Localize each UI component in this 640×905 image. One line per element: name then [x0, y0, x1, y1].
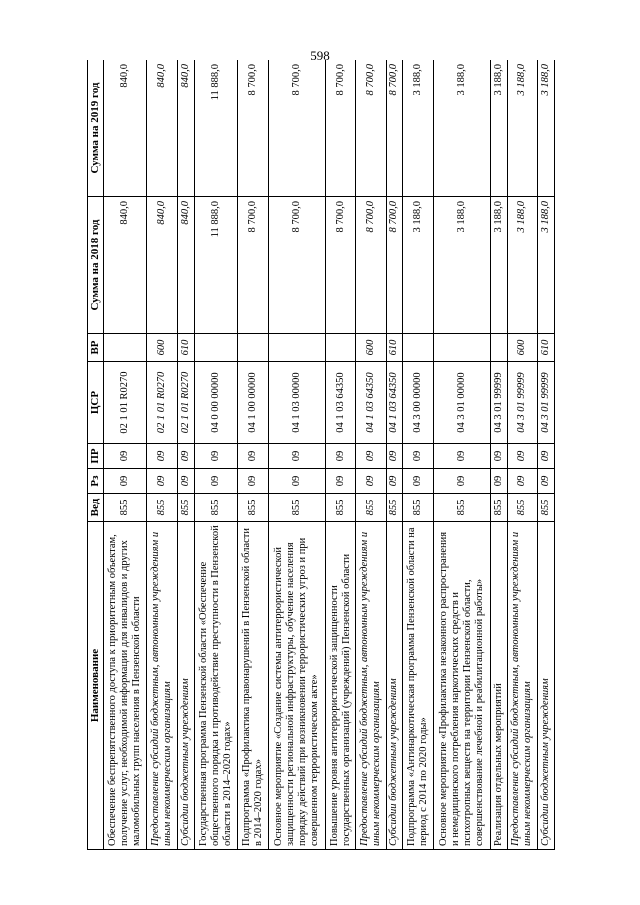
cell-csr: 02 1 01 R0270 — [103, 362, 147, 444]
cell-name: Субсидии бюджетным учреждениям — [177, 522, 194, 850]
cell-sum-2019: 11 888,0 — [194, 60, 238, 197]
header-name: Наименование — [88, 522, 104, 850]
cell-sum-2018: 3 188,0 — [507, 197, 537, 334]
table-row — [103, 60, 147, 850]
cell-rz: 09 — [386, 469, 403, 494]
rotated-table-content — [87, 60, 555, 850]
cell-sum-2019: 8 700,0 — [386, 60, 403, 197]
cell-pr: 09 — [238, 444, 268, 469]
cell-sum-2019: 8 700,0 — [238, 60, 268, 197]
cell-name: Подпрограмма «Профилактика правонарушений в Пензенской области в 2014–2020 годах» — [238, 522, 268, 850]
cell-ved: 855 — [194, 494, 238, 522]
cell-vr: 610 — [386, 334, 403, 362]
header-sum-2019: Сумма на 2019 год — [88, 60, 104, 197]
cell-vr — [238, 334, 268, 362]
cell-name: Подпрограмма «Антинаркотическая программа Пензенской области на период с 2014 по 2020 годы» — [403, 522, 433, 850]
table-row — [403, 60, 433, 850]
cell-sum-2018: 3 188,0 — [538, 197, 555, 334]
cell-vr: 600 — [507, 334, 537, 362]
cell-sum-2018: 3 188,0 — [490, 197, 507, 334]
cell-sum-2018: 8 700,0 — [386, 197, 403, 334]
table-row — [386, 60, 403, 850]
cell-vr — [194, 334, 238, 362]
cell-name: Реализация отдельных мероприятий — [490, 522, 507, 850]
cell-ved: 855 — [103, 494, 147, 522]
table-row — [490, 60, 507, 850]
cell-sum-2019: 3 188,0 — [490, 60, 507, 197]
cell-rz: 09 — [238, 469, 268, 494]
table-row — [268, 60, 325, 850]
cell-pr: 09 — [507, 444, 537, 469]
cell-csr: 04 3 01 99999 — [490, 362, 507, 444]
cell-vr: 600 — [356, 334, 386, 362]
cell-sum-2018: 8 700,0 — [356, 197, 386, 334]
cell-ved: 855 — [403, 494, 433, 522]
cell-rz: 09 — [433, 469, 490, 494]
cell-sum-2018: 3 188,0 — [403, 197, 433, 334]
cell-rz: 09 — [325, 469, 355, 494]
cell-ved: 855 — [356, 494, 386, 522]
header-csr: ЦСР — [88, 362, 104, 444]
cell-ved: 855 — [177, 494, 194, 522]
cell-name: Повышение уровня антитеррористической защищенности государственных организаций (учреждений) Пензенской области — [325, 522, 355, 850]
cell-ved: 855 — [238, 494, 268, 522]
rotated-table-frame — [87, 60, 555, 850]
cell-sum-2018: 3 188,0 — [433, 197, 490, 334]
cell-ved: 855 — [147, 494, 177, 522]
table-row — [325, 60, 355, 850]
cell-rz: 09 — [177, 469, 194, 494]
cell-vr — [103, 334, 147, 362]
table-row — [356, 60, 386, 850]
cell-name: Предоставление субсидий бюджетным, автономным учреждениям и иным некоммерческим организациям — [147, 522, 177, 850]
cell-csr: 04 1 00 00000 — [238, 362, 268, 444]
header-ved: Вед — [88, 494, 104, 522]
cell-rz: 09 — [507, 469, 537, 494]
cell-vr — [433, 334, 490, 362]
cell-csr: 04 1 03 64350 — [356, 362, 386, 444]
cell-vr: 610 — [177, 334, 194, 362]
cell-ved: 855 — [386, 494, 403, 522]
cell-pr: 09 — [103, 444, 147, 469]
cell-name: Обеспечение беспрепятственного доступа к приоритетным объектам, получение услуг, необходимой информации для инвалидов и других маломобильных групп населения в Пензенской области — [103, 522, 147, 850]
table-row — [507, 60, 537, 850]
cell-pr: 09 — [433, 444, 490, 469]
cell-csr: 04 3 01 99999 — [538, 362, 555, 444]
cell-vr: 600 — [147, 334, 177, 362]
cell-pr: 09 — [490, 444, 507, 469]
cell-csr: 02 1 01 R0270 — [147, 362, 177, 444]
cell-csr: 04 3 01 99999 — [507, 362, 537, 444]
budget-table — [87, 60, 555, 850]
cell-sum-2018: 11 888,0 — [194, 197, 238, 334]
cell-rz: 09 — [490, 469, 507, 494]
table-row — [194, 60, 238, 850]
cell-sum-2018: 8 700,0 — [268, 197, 325, 334]
cell-vr — [325, 334, 355, 362]
cell-name: Предоставление субсидий бюджетным, автономным учреждениям и иным некоммерческим организациям — [356, 522, 386, 850]
cell-sum-2018: 8 700,0 — [238, 197, 268, 334]
cell-rz: 09 — [268, 469, 325, 494]
cell-ved: 855 — [268, 494, 325, 522]
cell-sum-2019: 3 188,0 — [433, 60, 490, 197]
cell-csr: 04 0 00 00000 — [194, 362, 238, 444]
cell-pr: 09 — [177, 444, 194, 469]
cell-csr: 04 3 01 00000 — [433, 362, 490, 444]
cell-pr: 09 — [386, 444, 403, 469]
table-row — [238, 60, 268, 850]
cell-rz: 09 — [538, 469, 555, 494]
cell-rz: 09 — [403, 469, 433, 494]
cell-sum-2019: 8 700,0 — [268, 60, 325, 197]
cell-name: Предоставление субсидий бюджетным, автономным учреждениям и иным некоммерческим организациям — [507, 522, 537, 850]
cell-sum-2019: 840,0 — [147, 60, 177, 197]
cell-name: Основное мероприятие «Профилактика незаконного распространения и немедицинского потребления наркотических средств и психотропных веществ на территории Пензенской области, совершенствование лечебной и реабилитационной работы» — [433, 522, 490, 850]
table-body — [103, 60, 554, 850]
cell-vr — [268, 334, 325, 362]
cell-ved: 855 — [325, 494, 355, 522]
cell-sum-2019: 3 188,0 — [538, 60, 555, 197]
cell-sum-2019: 840,0 — [103, 60, 147, 197]
cell-rz: 09 — [147, 469, 177, 494]
cell-rz: 09 — [103, 469, 147, 494]
cell-pr: 09 — [403, 444, 433, 469]
cell-sum-2019: 8 700,0 — [325, 60, 355, 197]
cell-pr: 09 — [356, 444, 386, 469]
cell-pr: 09 — [268, 444, 325, 469]
table-row — [177, 60, 194, 850]
cell-name: Субсидии бюджетным учреждениям — [538, 522, 555, 850]
cell-ved: 855 — [433, 494, 490, 522]
table-row — [147, 60, 177, 850]
header-vr: ВР — [88, 334, 104, 362]
cell-csr: 02 1 01 R0270 — [177, 362, 194, 444]
cell-csr: 04 1 03 00000 — [268, 362, 325, 444]
cell-csr: 04 1 03 64350 — [386, 362, 403, 444]
cell-name: Государственная программа Пензенской области «Обеспечение общественного порядка и противодействие преступности в Пензенской области в 2014–2020 годах» — [194, 522, 238, 850]
table-row — [538, 60, 555, 850]
cell-csr: 04 3 00 00000 — [403, 362, 433, 444]
cell-pr: 09 — [325, 444, 355, 469]
cell-pr: 09 — [147, 444, 177, 469]
header-sum-2018: Сумма на 2018 год — [88, 197, 104, 334]
cell-rz: 09 — [194, 469, 238, 494]
cell-ved: 855 — [507, 494, 537, 522]
cell-sum-2018: 8 700,0 — [325, 197, 355, 334]
cell-ved: 855 — [538, 494, 555, 522]
cell-name: Субсидии бюджетным учреждениям — [386, 522, 403, 850]
cell-sum-2018: 840,0 — [147, 197, 177, 334]
cell-csr: 04 1 03 64350 — [325, 362, 355, 444]
cell-vr: 610 — [538, 334, 555, 362]
cell-sum-2019: 3 188,0 — [403, 60, 433, 197]
cell-pr: 09 — [194, 444, 238, 469]
cell-vr — [490, 334, 507, 362]
page-number: 598 — [310, 48, 330, 63]
table-header-row — [88, 60, 104, 850]
header-pr: ПР — [88, 444, 104, 469]
cell-sum-2019: 840,0 — [177, 60, 194, 197]
table-row — [433, 60, 490, 850]
cell-sum-2019: 3 188,0 — [507, 60, 537, 197]
cell-ved: 855 — [490, 494, 507, 522]
cell-pr: 09 — [538, 444, 555, 469]
cell-sum-2019: 8 700,0 — [356, 60, 386, 197]
cell-name: Основное мероприятие «Создание системы антитеррористической защищенности региональной инфраструктуры, обучение населения порядку действий при возникновении террористических угроз и при совершенном террористическом акте» — [268, 522, 325, 850]
cell-vr — [403, 334, 433, 362]
cell-rz: 09 — [356, 469, 386, 494]
cell-sum-2018: 840,0 — [103, 197, 147, 334]
cell-sum-2018: 840,0 — [177, 197, 194, 334]
header-rz: Рз — [88, 469, 104, 494]
